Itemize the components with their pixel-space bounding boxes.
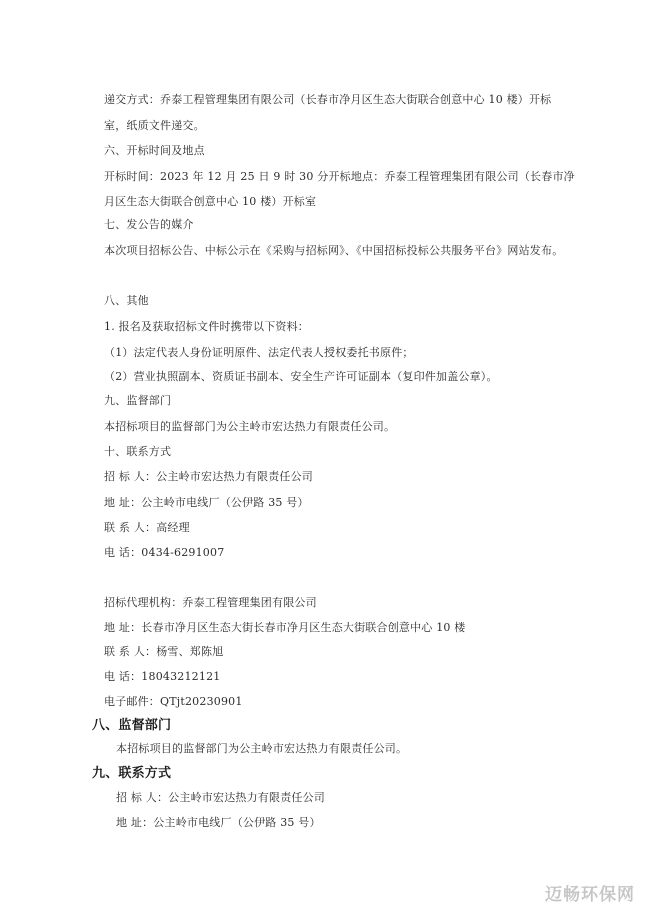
- submission-method-line1: 递交方式：乔泰工程管理集团有限公司（长春市净月区生态大街联合创意中心 10 楼）开标: [104, 93, 552, 106]
- agency-contact: 联 系 人：杨雪、郑陈旭: [104, 645, 224, 658]
- opening-time-line1: 开标时间：2023 年 12 月 25 日 9 时 30 分开标地点：乔泰工程管理集团有限公司（长春市净: [104, 170, 575, 183]
- submission-method-line2: 室，纸质文件递交。: [104, 119, 205, 132]
- agency-name: 招标代理机构：乔泰工程管理集团有限公司: [104, 596, 317, 609]
- site-watermark: 迈畅环保网: [545, 885, 635, 905]
- tenderer-address-2: 地 址：公主岭市电线厂（公伊路 35 号）: [116, 816, 321, 829]
- section-nine-heading: 九、监督部门: [104, 394, 172, 407]
- agency-phone: 电 话：18043212121: [104, 670, 221, 683]
- section-seven-heading: 七、发公告的媒介: [104, 218, 194, 231]
- section-nine-contact-heading: 九、联系方式: [92, 766, 172, 781]
- supervision-paragraph-2: 本招标项目的监督部门为公主岭市宏达热力有限责任公司。: [116, 742, 408, 755]
- agency-address: 地 址：长春市净月区生态大街长春市净月区生态大街联合创意中心 10 楼: [104, 621, 466, 634]
- tenderer-contact: 联 系 人：高经理: [104, 521, 190, 534]
- section-six-heading: 六、开标时间及地点: [104, 144, 205, 157]
- tenderer-name: 招 标 人：公主岭市宏达热力有限责任公司: [104, 470, 313, 483]
- section-ten-heading: 十、联系方式: [104, 445, 172, 458]
- agency-email: 电子邮件：QTjt20230901: [104, 695, 243, 708]
- other-item-1: 1. 报名及获取招标文件时携带以下资料：: [104, 320, 309, 333]
- opening-time-line2: 月区生态大街联合创意中心 10 楼）开标室: [104, 195, 317, 208]
- other-item-1a: （1）法定代表人身份证明原件、法定代表人授权委托书原件；: [104, 346, 414, 359]
- section-eight-heading: 八、其他: [104, 294, 149, 307]
- media-paragraph: 本次项目招标公告、中标公示在《采购与招标网》、《中国招标投标公共服务平台》网站发布。: [104, 244, 564, 257]
- tenderer-address: 地 址：公主岭市电线厂（公伊路 35 号）: [104, 496, 309, 509]
- tenderer-name-2: 招 标 人：公主岭市宏达热力有限责任公司: [116, 791, 325, 804]
- tenderer-phone: 电 话：0434-6291007: [104, 546, 225, 559]
- other-item-1b: （2）营业执照副本、资质证书副本、安全生产许可证副本（复印件加盖公章）。: [104, 370, 498, 383]
- section-eight-supervision-heading: 八、监督部门: [92, 718, 172, 733]
- supervision-paragraph: 本招标项目的监督部门为公主岭市宏达热力有限责任公司。: [104, 420, 396, 433]
